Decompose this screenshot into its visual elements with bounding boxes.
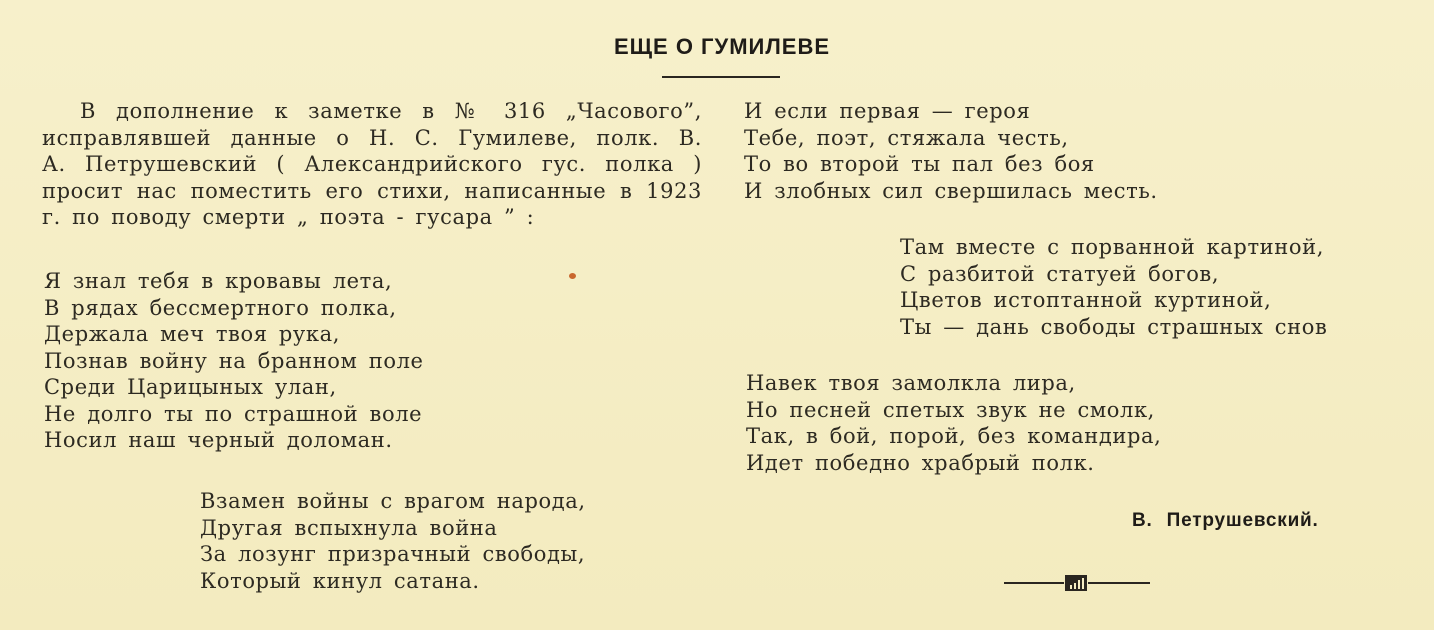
verse-line: Который кинул сатана. [200,568,480,593]
poem-stanza-2 [200,488,586,594]
verse-line: Другая вспыхнула война [200,515,498,540]
verse-line: Среди Царицыных улан, [44,375,337,399]
verse-line: В рядах бессмертного полка, [44,295,397,320]
verse-line: То во второй ты пал без боя [744,152,1095,176]
intro-line: просит нас поместить его стихи, написанные в 1923 [42,178,702,203]
verse-line: Идет победно храбрый полк. [746,450,1095,475]
author-signature: В. Петрушевский. [1132,510,1319,531]
verse-line: Взамен войны с врагом народа, [200,489,586,513]
verse-line: Там вместе с порванной картиной, [900,235,1324,259]
intro-line: А. Петрушевский ( Александрийского гус. полка ) [42,152,702,176]
verse-line: Носил наш черный доломан. [44,428,393,452]
verse-line: И злобных сил свершилась месть. [744,178,1158,203]
verse-line: Ты — дань свободы страшных снов [900,314,1328,339]
poem-stanza-3 [744,98,1158,204]
verse-line: Навек твоя замолкла лира, [746,371,1076,395]
intro-line: В дополнение к заметке в № 316 „Часового”, [80,99,702,123]
verse-line: Держала меч твоя рука, [44,322,340,346]
ink-spot [569,273,576,279]
verse-line: Цветов истоптанной куртиной, [900,288,1272,312]
intro-line: г. по поводу смерти „ поэта - гусара ” : [42,205,535,229]
poem-stanza-4 [900,234,1327,340]
verse-line: Не долго ты по страшной воле [44,401,423,426]
end-ornament-icon [1004,572,1150,592]
verse-line: Тебе, поэт, стяжала честь, [744,125,1069,150]
poem-stanza-1 [44,268,424,454]
verse-line: С разбитой статуей богов, [900,261,1220,286]
title-underline-rule [662,76,780,78]
verse-line: Так, в бой, порой, без командира, [746,424,1162,448]
verse-line: И если первая — героя [744,99,1031,123]
verse-line: Но песней спетых звук не смолк, [746,397,1155,422]
verse-line: Я знал тебя в кровавы лета, [44,269,393,293]
intro-line: исправлявшей данные о Н. С. Гумилеве, полк. В. [42,125,702,150]
poem-stanza-5 [746,370,1161,476]
verse-line: Познав войну на бранном поле [44,348,424,373]
verse-line: За лозунг призрачный свободы, [200,542,586,566]
intro-paragraph [42,98,702,231]
article-title: ЕЩЕ О ГУМИЛЕВЕ [613,34,831,59]
